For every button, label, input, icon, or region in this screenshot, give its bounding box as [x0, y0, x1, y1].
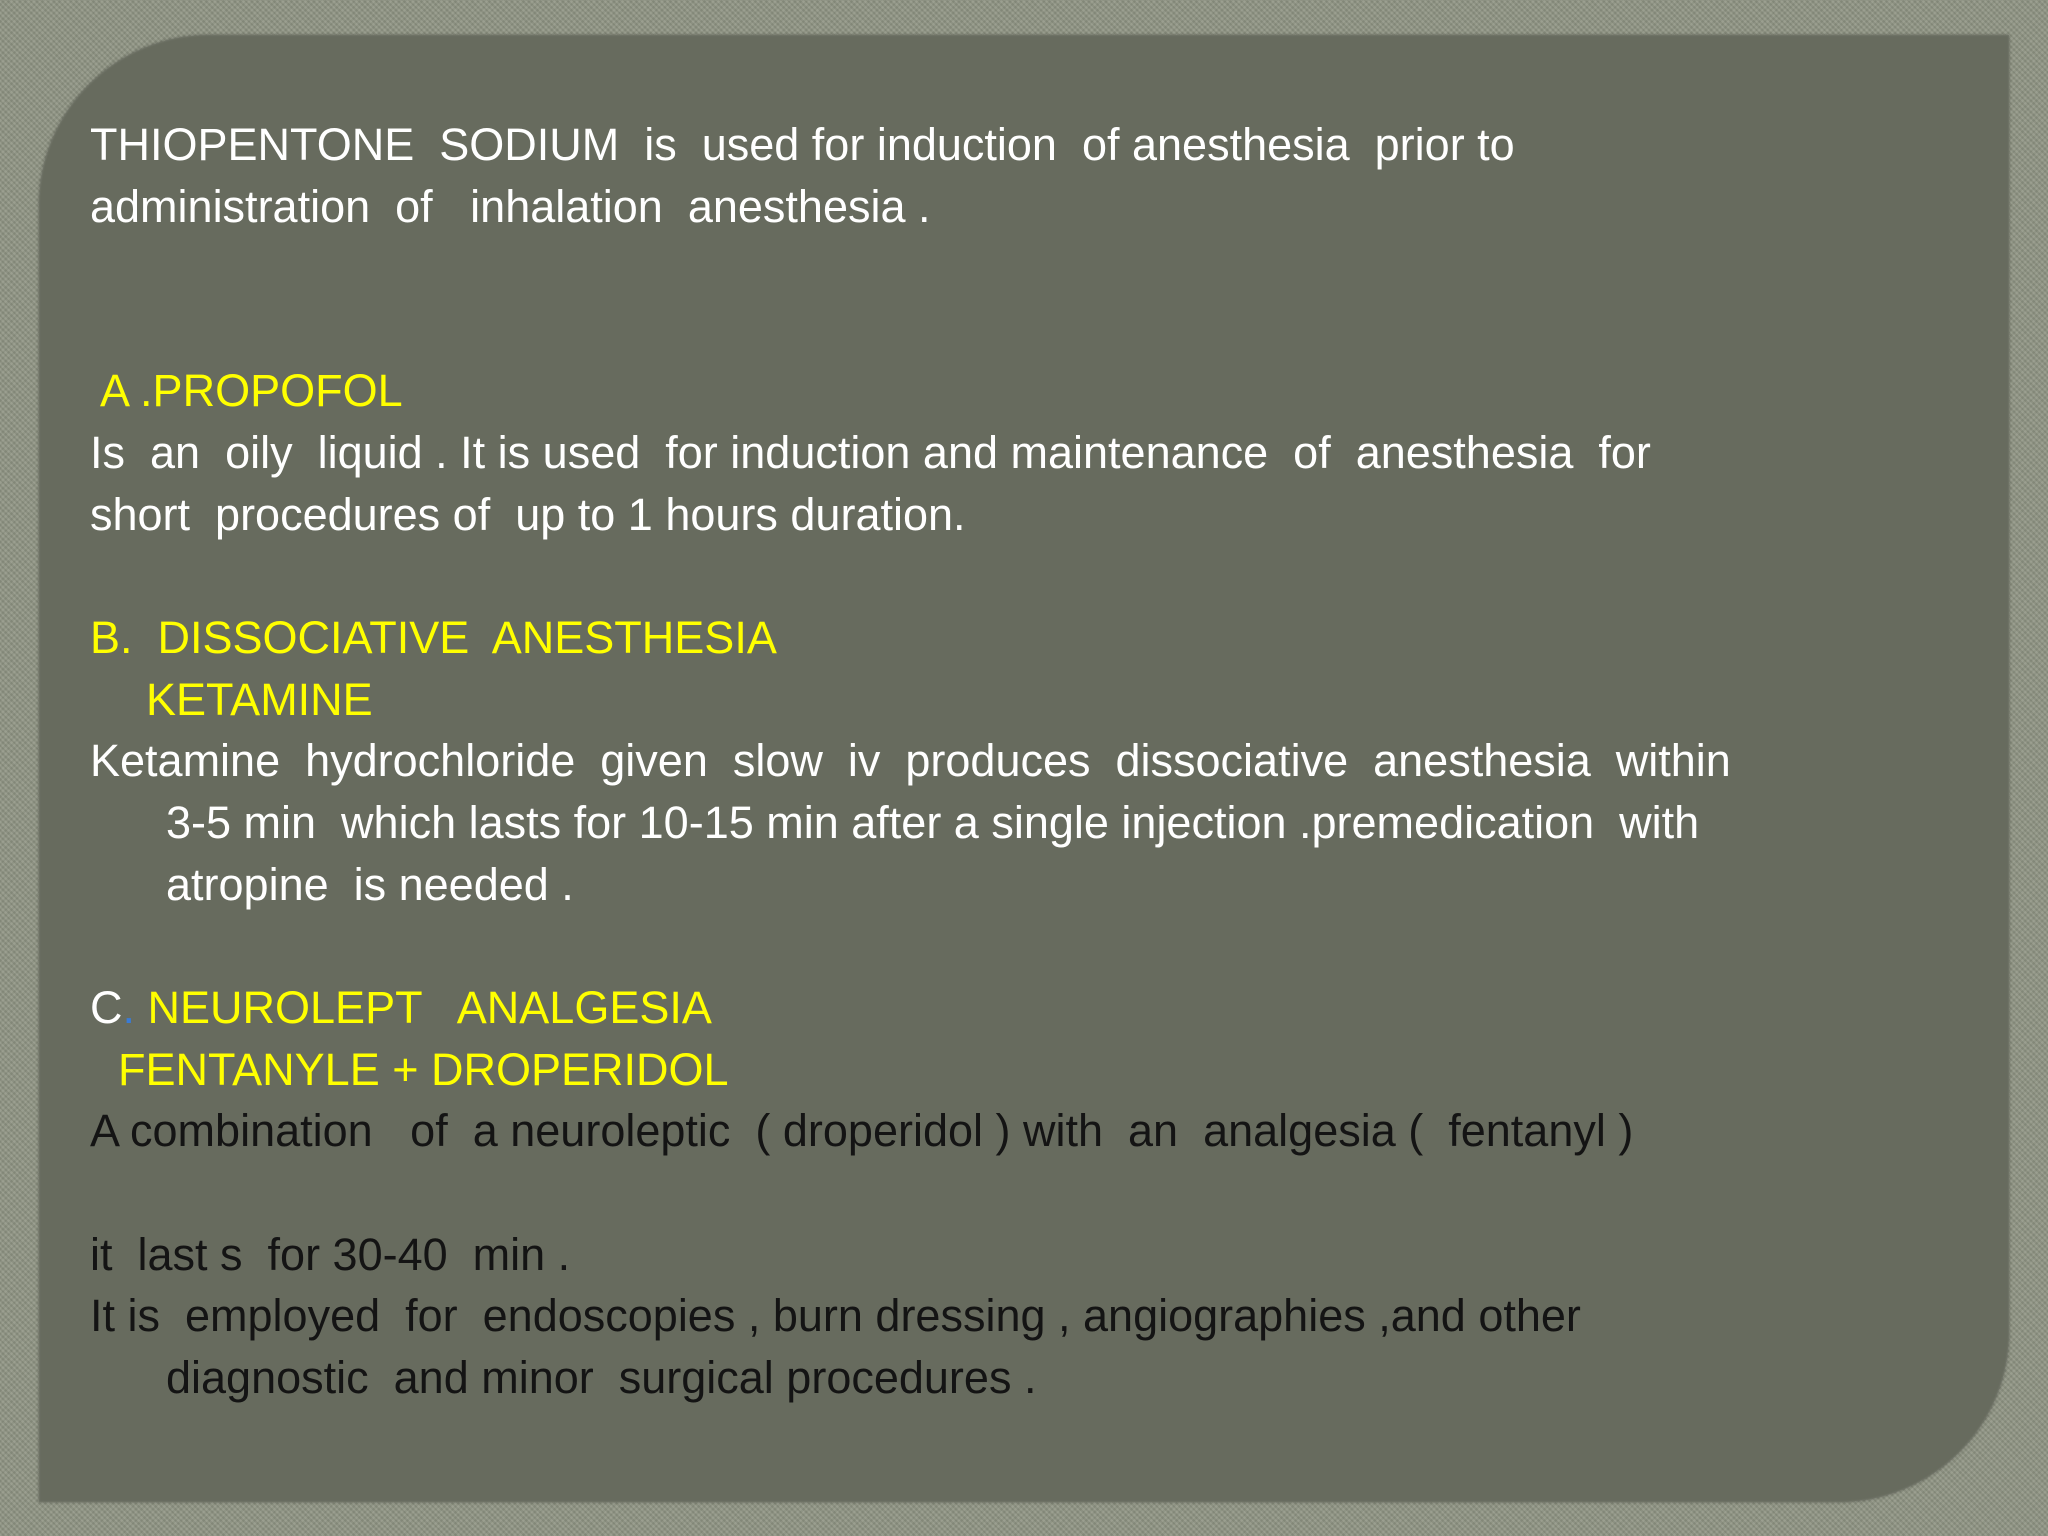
section-c-heading-text: NEUROLEPT ANALGESIA [135, 982, 712, 1033]
section-b-line-1: Ketamine hydrochloride given slow iv produces dissociative anesthesia within [90, 735, 1731, 786]
section-c-line-3: It is employed for endoscopies , burn dressing , angiographies ,and other [90, 1290, 1581, 1341]
section-a-line-1: Is an oily liquid . It is used for induction and maintenance of anesthesia for [90, 427, 1651, 478]
section-c-line-2: it last s for 30-40 min . [90, 1229, 571, 1280]
section-c-subheading: FENTANYLE + DROPERIDOL [118, 1044, 729, 1095]
section-c-heading [90, 982, 712, 1033]
section-c-heading-letter: C [90, 982, 123, 1033]
section-c-line-4: diagnostic and minor surgical procedures . [166, 1352, 1037, 1403]
section-a-line-2: short procedures of up to 1 hours duration. [90, 489, 966, 540]
section-c-line-1: A combination of a neuroleptic ( droperidol ) with an analgesia ( fentanyl ) [90, 1105, 1634, 1156]
section-b-line-2: 3-5 min which lasts for 10-15 min after a single injection .premedication with [166, 797, 1700, 848]
section-c-heading-dot: . [122, 982, 136, 1033]
section-b-heading: B. DISSOCIATIVE ANESTHESIA [90, 612, 777, 663]
section-b-line-3: atropine is needed . [166, 859, 574, 910]
intro-line-1: THIOPENTONE SODIUM is used for induction of anesthesia prior to [90, 119, 1515, 170]
section-a-heading: A .PROPOFOL [90, 365, 403, 416]
intro-line-2: administration of inhalation anesthesia . [90, 181, 931, 232]
section-b-subheading: KETAMINE [146, 674, 373, 725]
